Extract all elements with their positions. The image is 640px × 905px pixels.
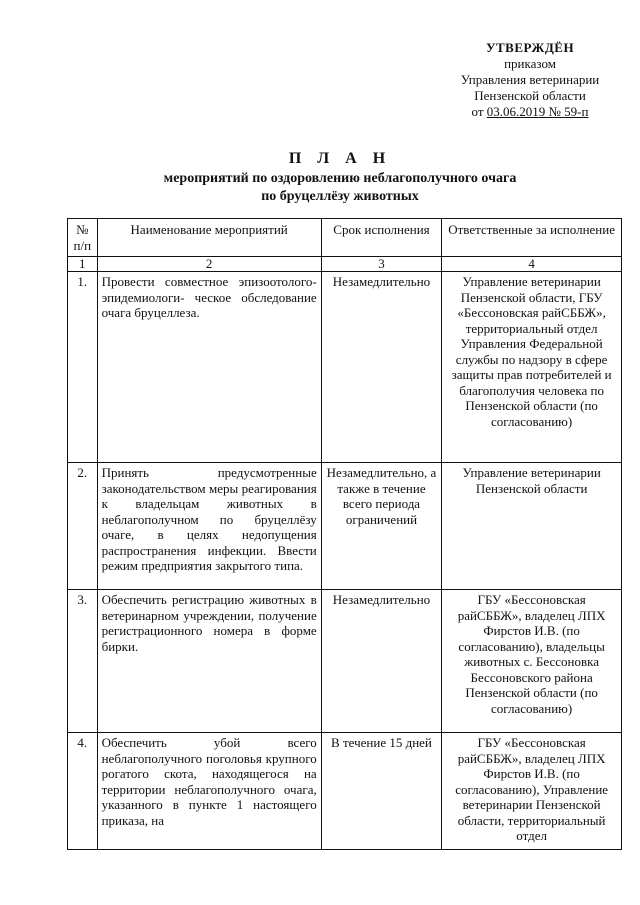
column-number-row: [68, 257, 622, 272]
column-number: 2: [97, 257, 321, 272]
approval-date-prefix: от: [471, 104, 484, 119]
row-number: 1.: [68, 272, 98, 463]
column-number: 4: [442, 257, 622, 272]
plan-subtitle-1: мероприятий по оздоровлению неблагополучного очага: [163, 171, 517, 186]
table-row: [68, 463, 622, 590]
row-activity: Принять предусмотренные законодательством меры реагирования к владельцам животных в неблагополучном по бруцеллёзу очаге, в целях недопущения распространения инфекции. Ввести режим предприятия закрытого типа.: [97, 463, 321, 590]
column-number: 1: [68, 257, 98, 272]
approval-date-value: 03.06.2019 № 59-п: [486, 104, 589, 119]
plan-heading: [60, 150, 620, 206]
plan-table: [67, 218, 622, 850]
plan-title: П Л А Н: [288, 150, 392, 167]
row-responsible: ГБУ «Бессоновская райСББЖ», владелец ЛПХ Фирстов И.В. (по согласованию), владельцы животных с. Бессоновка Бессоновского района Пензенской области (по согласованию): [442, 590, 622, 733]
approval-line-order: приказом: [504, 56, 556, 71]
approval-date-line: [430, 104, 630, 120]
header-term: Срок исполнения: [321, 219, 442, 257]
approval-line-region: Пензенской области: [474, 88, 586, 103]
row-number: 4.: [68, 733, 98, 850]
header-name: Наименование мероприятий: [97, 219, 321, 257]
approval-title: УТВЕРЖДЁН: [485, 40, 575, 55]
header-num: № п/п: [68, 219, 98, 257]
row-responsible: Управление ветеринарии Пензенской области, ГБУ «Бессоновская райСББЖ», территориальный отдел Управления Федеральной службы по надзору в сфере защиты прав потребителей и благополучия человека по Пензенской области (по согласованию): [442, 272, 622, 463]
plan-subtitle-2: по бруцеллёзу животных: [261, 189, 419, 204]
header-resp: Ответственные за исполнение: [442, 219, 622, 257]
table-row: [68, 733, 622, 850]
row-term: Незамедлительно, а также в течение всего периода ограничений: [321, 463, 442, 590]
row-term: В течение 15 дней: [321, 733, 442, 850]
row-responsible: Управление ветеринарии Пензенской области: [442, 463, 622, 590]
row-activity: Обеспечить регистрацию животных в ветеринарном учреждении, получение регистрационного номера в форме бирки.: [97, 590, 321, 733]
table-row: [68, 272, 622, 463]
approval-line-dept: Управления ветеринарии: [460, 72, 600, 87]
row-term: Незамедлительно: [321, 590, 442, 733]
row-term: Незамедлительно: [321, 272, 442, 463]
row-number: 2.: [68, 463, 98, 590]
row-number: 3.: [68, 590, 98, 733]
row-responsible: ГБУ «Бессоновская райСББЖ», владелец ЛПХ Фирстов И.В. (по согласованию), Управление ветеринарии Пензенской области, территориальный отдел: [442, 733, 622, 850]
column-number: 3: [321, 257, 442, 272]
approval-block: [430, 40, 630, 120]
table-row: [68, 590, 622, 733]
table-header-row: [68, 219, 622, 257]
row-activity: Обеспечить убой всего неблагополучного поголовья крупного рогатого скота, находящегося на территории неблагополучного очага, указанного в пункте 1 настоящего приказа, на: [97, 733, 321, 850]
row-activity: Провести совместное эпизоотолого-эпидемиологи- ческое обследование очага бруцеллеза.: [97, 272, 321, 463]
